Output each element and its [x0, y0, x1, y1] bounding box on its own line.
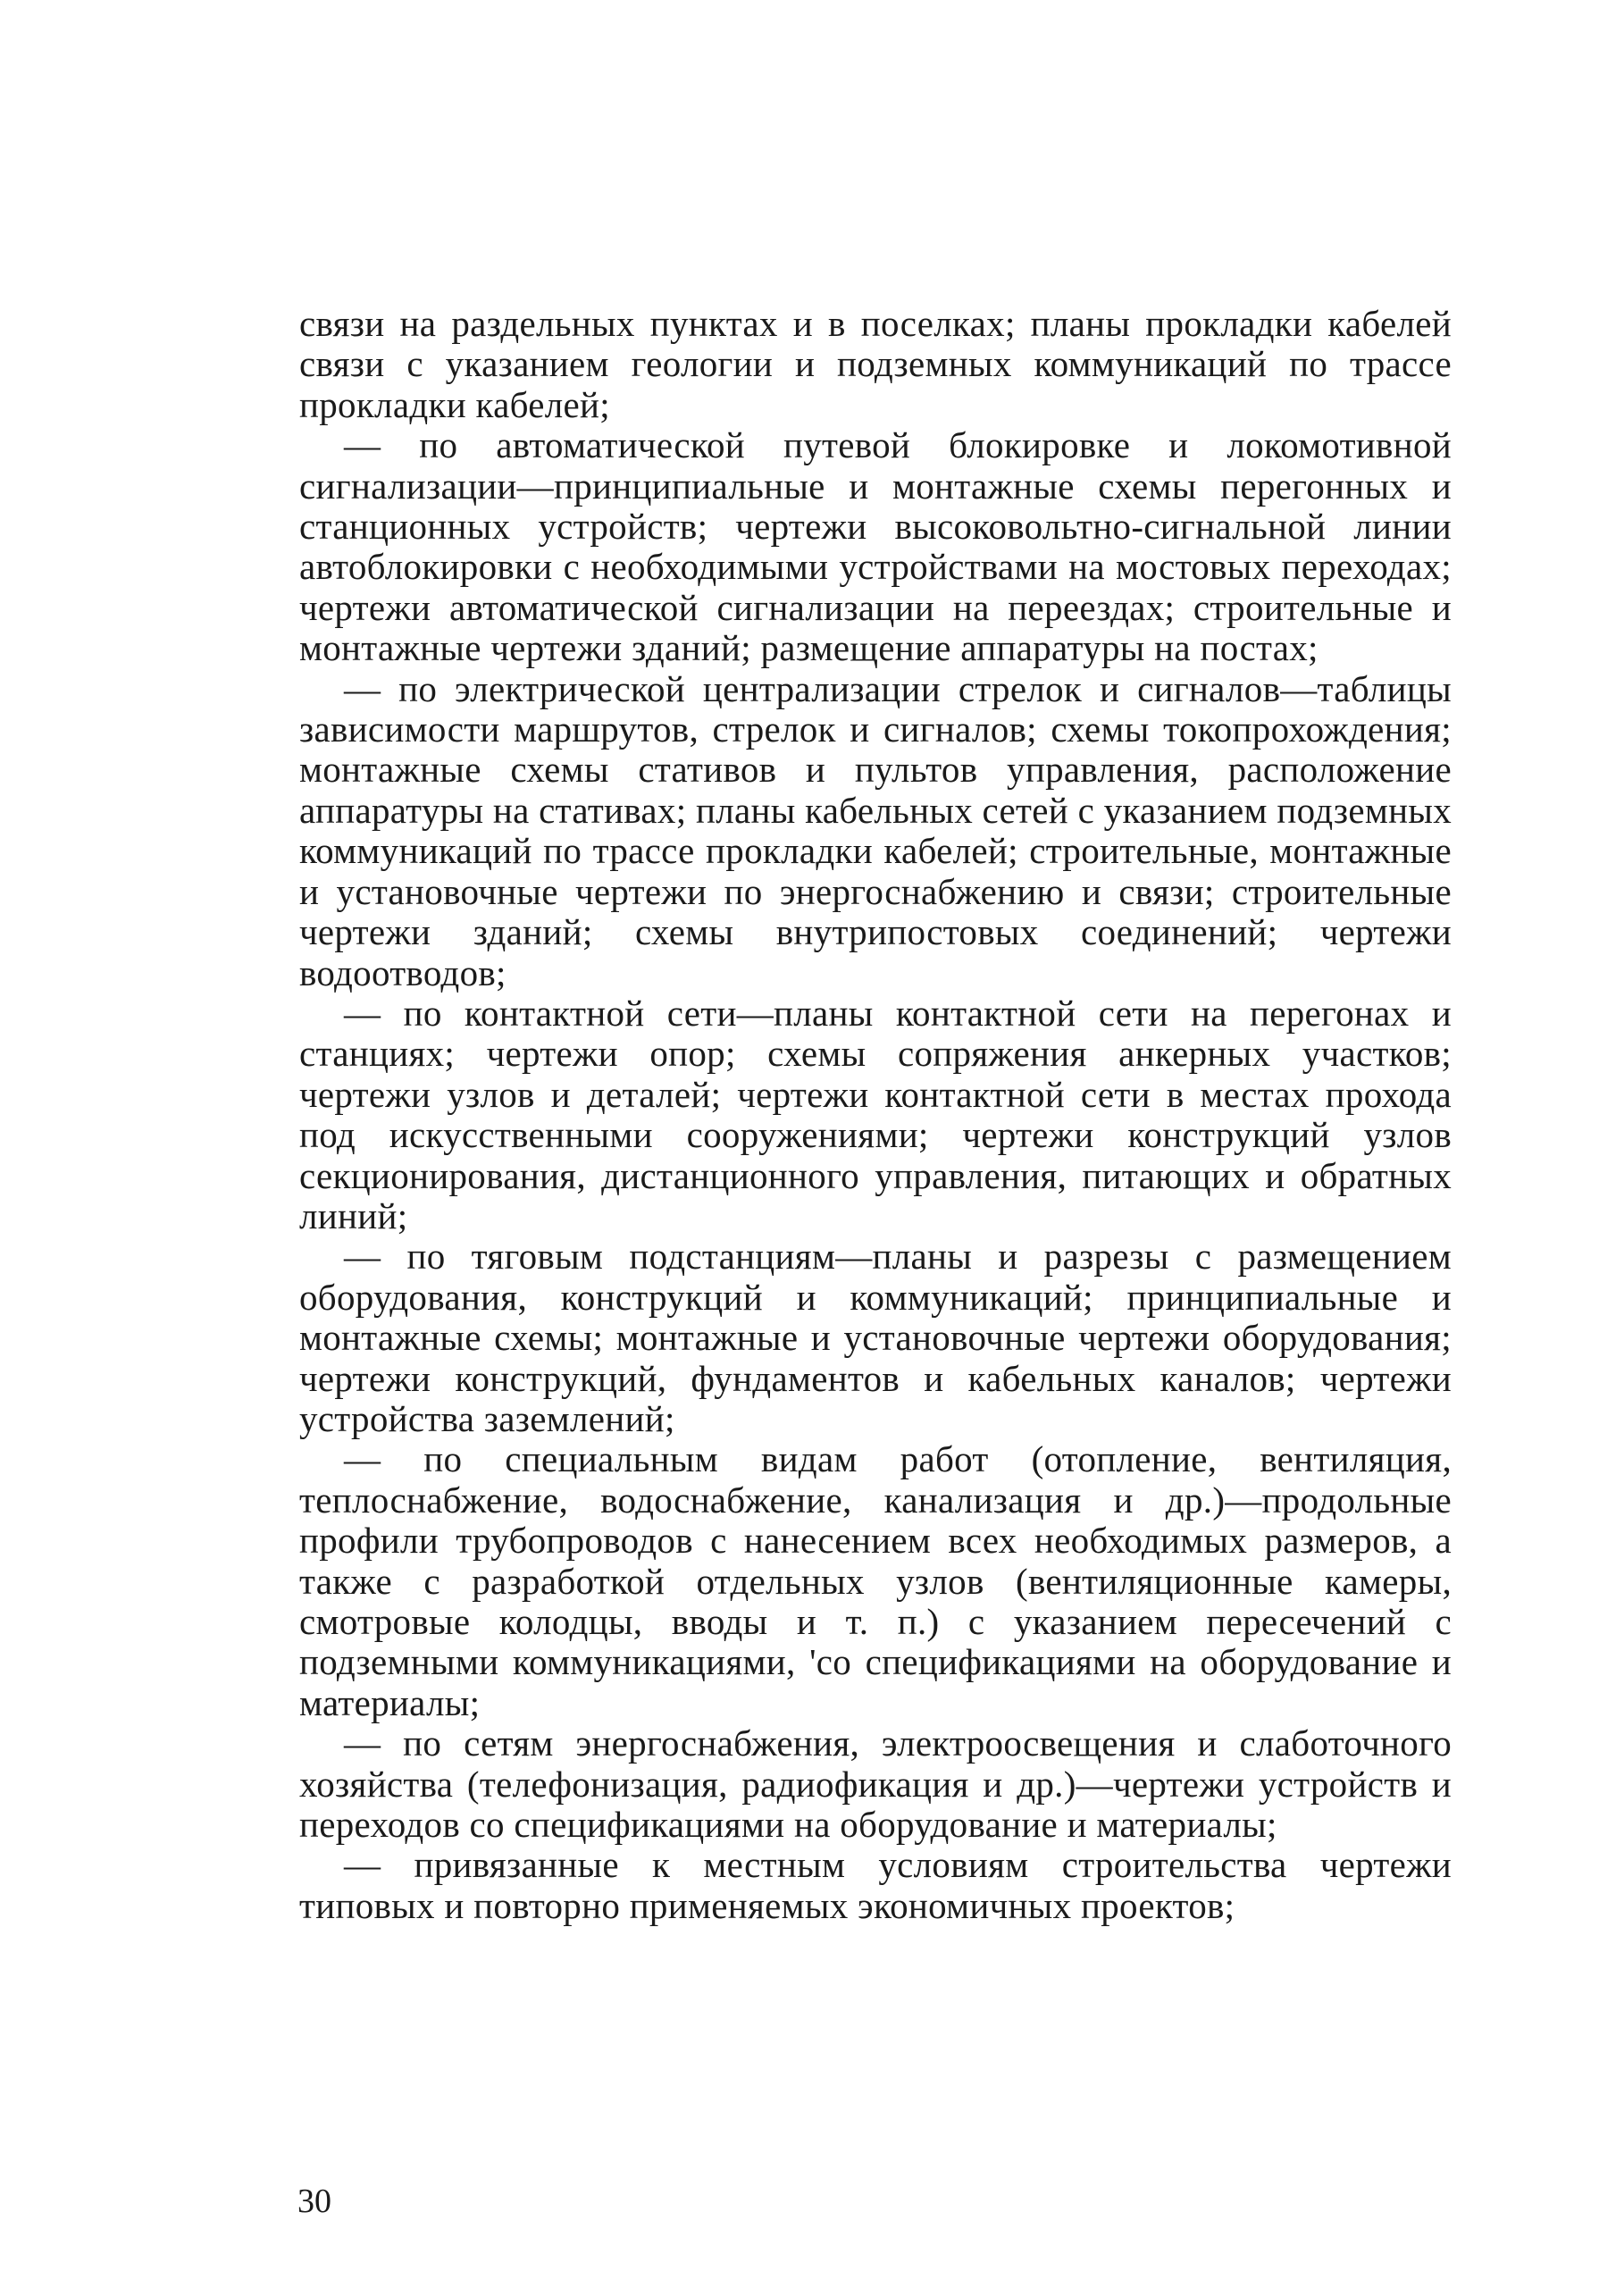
paragraph-traction-substations: — по тяговым подстанциям—планы и разрезы с размещением оборудования, конструкций и коммуникаций; принципиальные и монтажные схемы; монтажные и установочные чертежи оборудования; чертежи конструкций, фундаментов и кабельных каналов; чертежи устройства заземлений;: [299, 1236, 1452, 1439]
body-text: [299, 304, 1452, 1926]
paragraph-electric-interlocking: — по электрической централизации стрелок и сигналов—таблицы зависимости маршрутов, стрелок и сигналов; схемы токопрохождения; монтажные схемы стативов и пультов управления, расположение аппаратуры на стативах; планы кабельных сетей с указанием подземных коммуникаций по трассе прокладки кабелей; строительные, монтажные и установочные чертежи по энергоснабжению и связи; строительные чертежи зданий; схемы внутрипостовых соединений; чертежи водоотводов;: [299, 667, 1452, 993]
paragraph-continuation: связи на раздельных пунктах и в поселках; планы прокладки кабелей связи с указанием геологии и подземных коммуникаций по трассе прокладки кабелей;: [299, 303, 1452, 425]
paragraph-standard-projects: — привязанные к местным условиям строительства чертежи типовых и повторно применяемых экономичных проектов;: [299, 1844, 1452, 1926]
paragraph-special-works: — по специальным видам работ (отопление, вентиляция, теплоснабжение, водоснабжение, канализация и др.)—продольные профили трубопроводов с нанесением всех необходимых размеров, а также с разработкой отдельных узлов (вентиляционные камеры, смотровые колодцы, вводы и т. п.) с указанием пересечений с подземными коммуникациями, 'со спецификациями на оборудование и материалы;: [299, 1438, 1452, 1723]
page-number: 30: [297, 2183, 331, 2220]
paragraph-contact-network: — по контактной сети—планы контактной сети на перегонах и станциях; чертежи опор; схемы сопряжения анкерных участков; чертежи узлов и деталей; чертежи контактной сети в местах прохода под искусственными сооружениями; чертежи конструкций узлов секционирования, дистанционного управления, питающих и обратных линий;: [299, 992, 1452, 1236]
paragraph-power-networks: — по сетям энергоснабжения, электроосвещения и слаботочного хозяйства (телефонизация, радиофикация и др.)—чертежи устройств и переходов со спецификациями на оборудование и материалы;: [299, 1722, 1452, 1846]
paragraph-auto-blocking: — по автоматической путевой блокировке и локомотивной сигнализации—принципиальные и монтажные схемы перегонных и станционных устройств; чертежи высоковольтно-сигнальной линии автоблокировки с необходимыми устройствами на мостовых переходах; чертежи автоматической сигнализации на переездах; строительные и монтажные чертежи зданий; размещение аппаратуры на постах;: [299, 424, 1452, 669]
